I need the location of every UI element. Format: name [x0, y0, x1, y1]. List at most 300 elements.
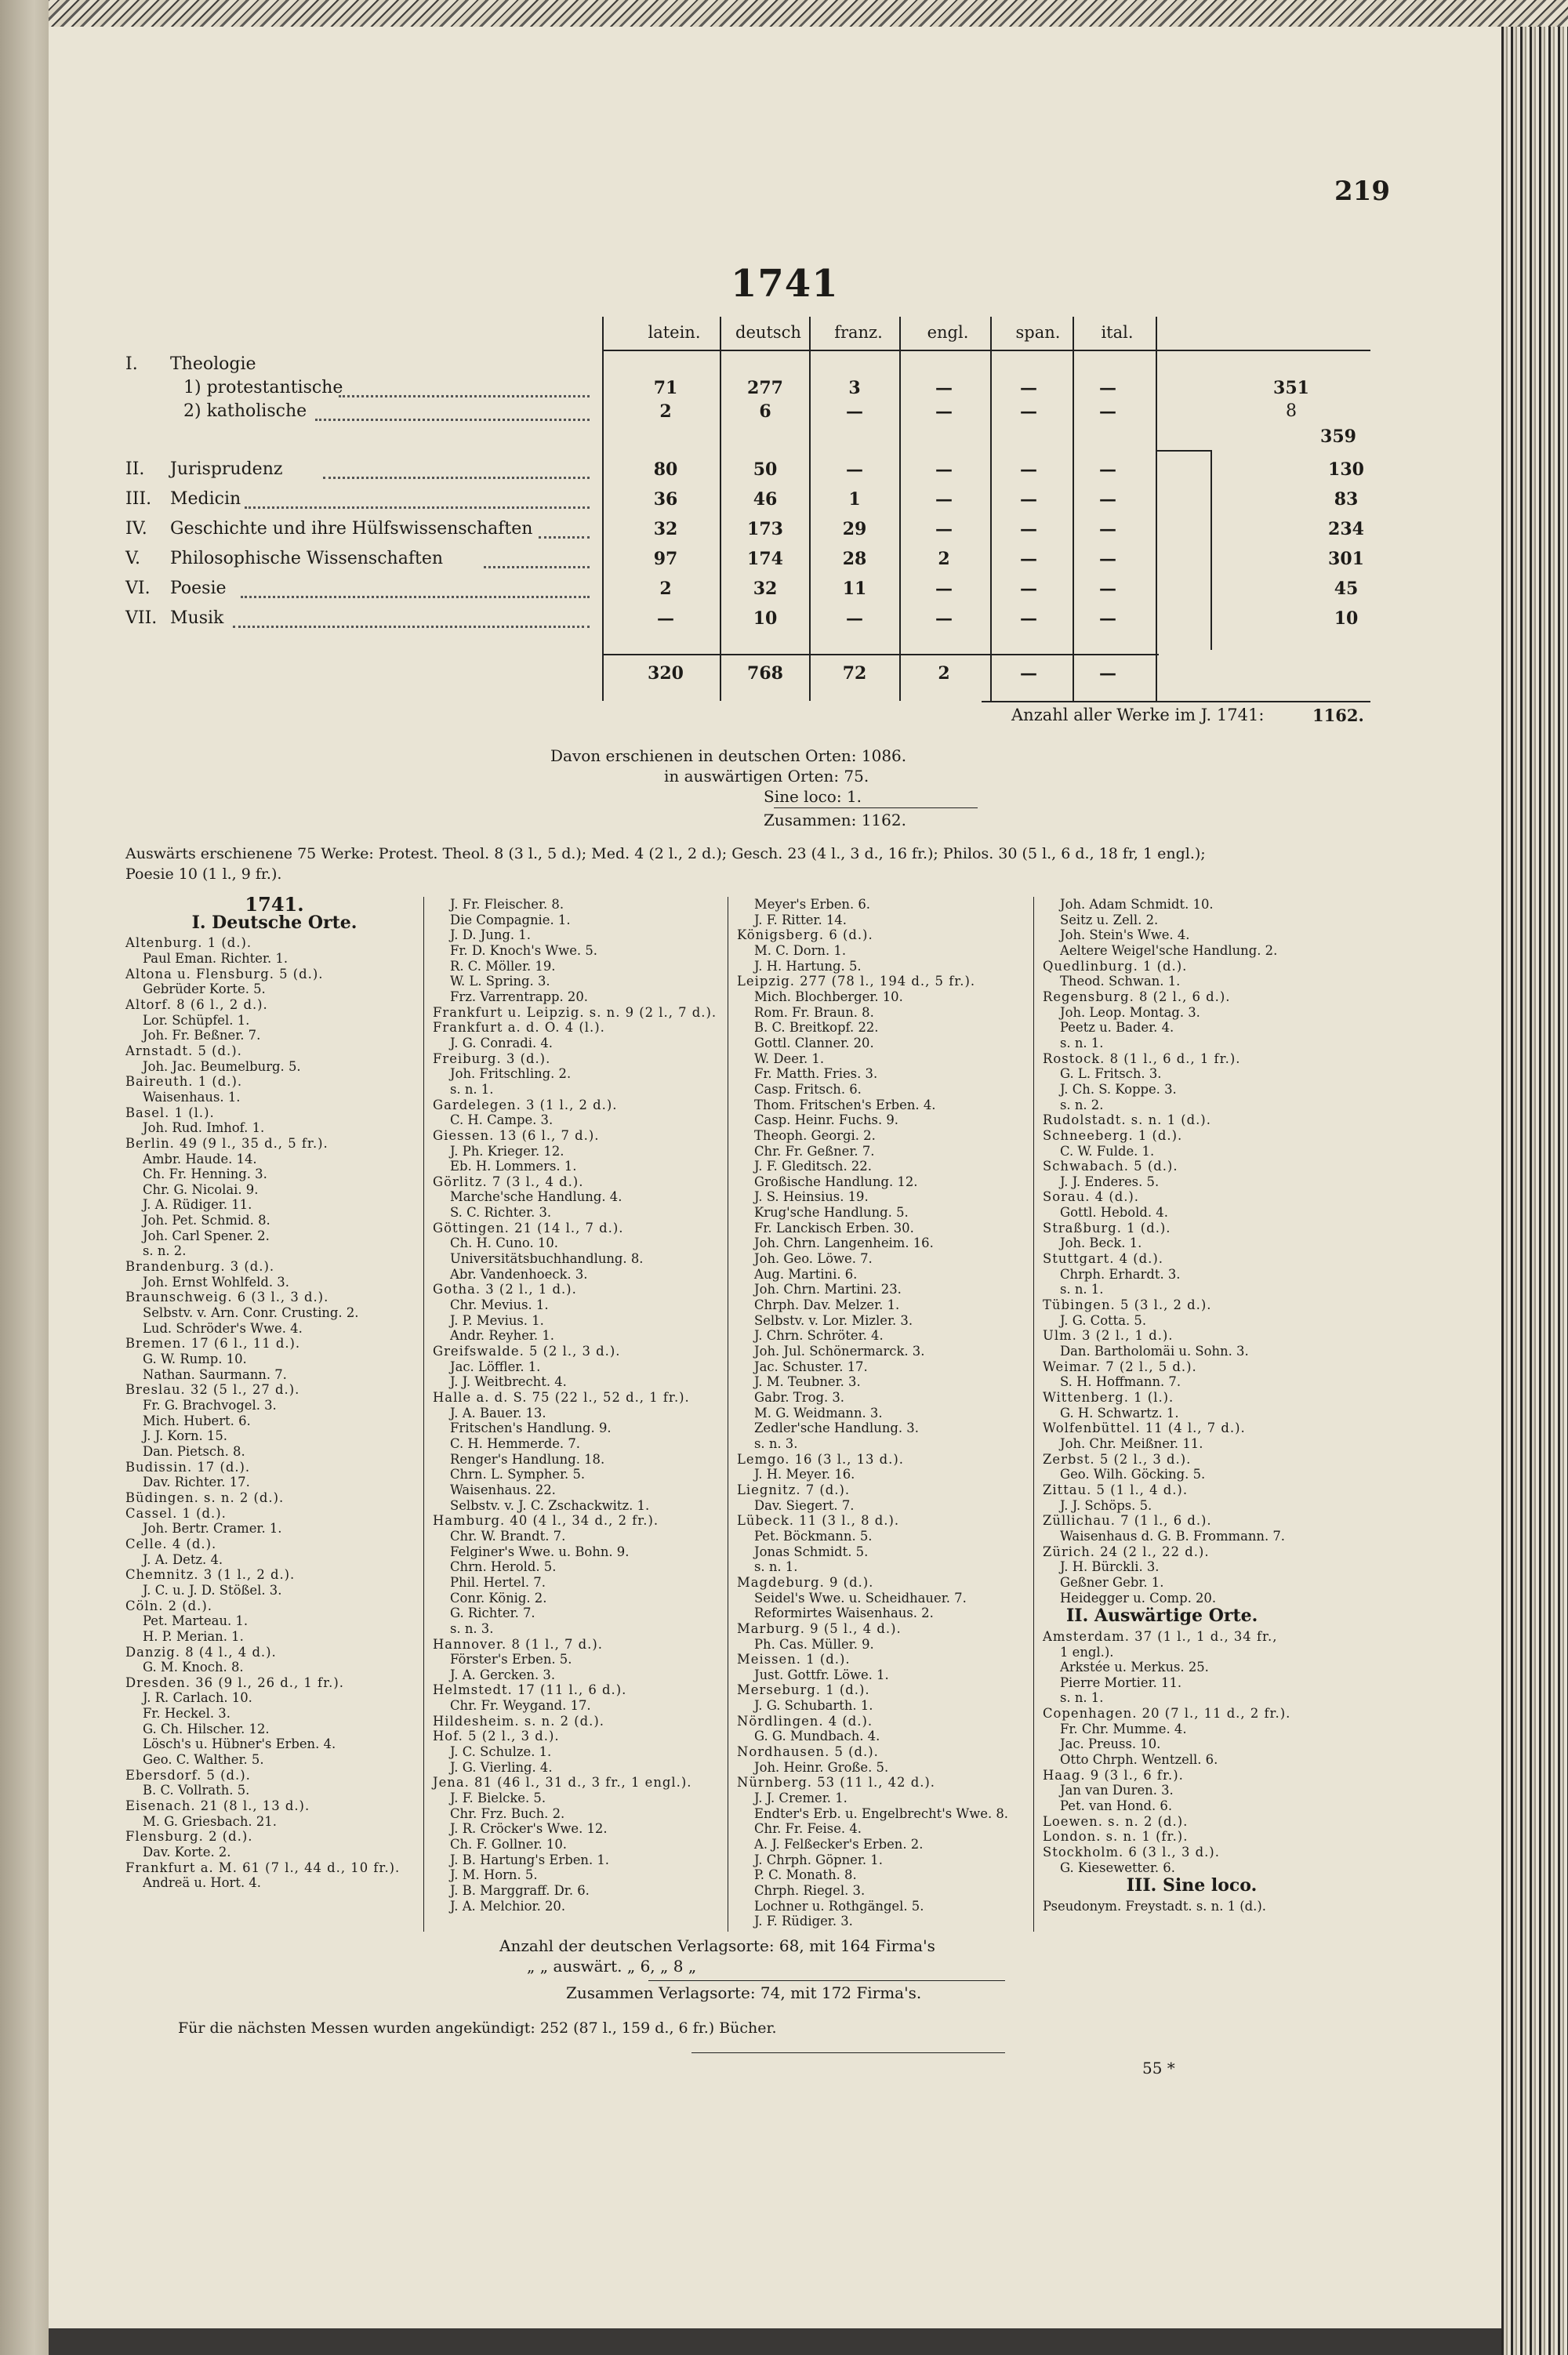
list-entry: Baireuth. 1 (d.).: [125, 1074, 243, 1090]
list-entry: Chr. Frz. Buch. 2.: [450, 1805, 565, 1821]
col-header-latin: latein.: [648, 323, 701, 342]
cell: 10: [753, 608, 778, 629]
top-edge-strip: [0, 0, 1568, 27]
list-entry: J. F. Rüdiger. 3.: [754, 1914, 853, 1929]
list-entry: Meissen. 1 (d.).: [737, 1652, 851, 1667]
cell: 2: [938, 549, 950, 569]
list-entry: Zittau. 5 (1 l., 4 d.).: [1043, 1482, 1189, 1497]
cell: —: [1099, 378, 1116, 398]
list-entry: Universitätsbuchhandlung. 8.: [450, 1251, 644, 1267]
list-entry: Joh. Chrn. Martini. 23.: [754, 1282, 902, 1297]
list-entry: Schwabach. 5 (d.).: [1043, 1159, 1178, 1174]
list-entry: S. C. Richter. 3.: [450, 1205, 552, 1221]
list-entry: Hof. 5 (2 l., 3 d.).: [433, 1729, 560, 1744]
list-entry: Fritschen's Handlung. 9.: [450, 1421, 612, 1436]
list-entry: Rostock. 8 (1 l., 6 d., 1 fr.).: [1043, 1050, 1241, 1066]
table-rule: [602, 654, 1159, 655]
list-entry: Eb. H. Lommers. 1.: [450, 1159, 577, 1174]
leader-dots: [339, 395, 590, 397]
list-entry: Joh. Fritschling. 2.: [450, 1066, 572, 1082]
list-entry: C. H. Hemmerde. 7.: [450, 1435, 580, 1451]
list-entry: J. Chrn. Schröter. 4.: [754, 1328, 884, 1344]
list-entry: Helmstedt. 17 (11 l., 6 d.).: [433, 1682, 627, 1698]
list-entry: Frankfurt u. Leipzig. s. n. 9 (2 l., 7 d.).: [433, 1004, 717, 1020]
list-entry: J. C. u. J. D. Stößel. 3.: [143, 1582, 282, 1598]
list-entry: W. L. Spring. 3.: [450, 974, 550, 989]
column-3: [737, 897, 1035, 1929]
cell: —: [935, 579, 953, 599]
list-entry: Joh. Rud. Imhof. 1.: [143, 1120, 265, 1136]
list-entry: Jac. Preuss. 10.: [1060, 1736, 1161, 1752]
list-entry: J. J. Schöps. 5.: [1060, 1497, 1152, 1513]
section-sine-loco: III. Sine loco.: [1126, 1875, 1258, 1896]
list-entry: Straßburg. 1 (d.).: [1043, 1220, 1171, 1236]
list-entry: Gebrüder Korte. 5.: [143, 982, 266, 997]
list-entry: Lor. Schüpfel. 1.: [143, 1012, 250, 1028]
row-sum: 10: [1334, 608, 1359, 629]
list-entry: G. Kiesewetter. 6.: [1060, 1860, 1175, 1875]
list-entry: G. G. Mundbach. 4.: [754, 1729, 880, 1744]
list-entry: Joh. Jac. Beumelburg. 5.: [143, 1058, 301, 1074]
list-entry: Joh. Jul. Schönermarck. 3.: [754, 1344, 925, 1359]
list-entry: J. J. Enderes. 5.: [1060, 1174, 1160, 1189]
list-entry: Pet. van Hond. 6.: [1060, 1798, 1173, 1814]
list-entry: J. A. Gercken. 3.: [450, 1667, 556, 1682]
list-entry: Giessen. 13 (6 l., 7 d.).: [433, 1127, 600, 1143]
list-entry: J. Chrph. Göpner. 1.: [754, 1852, 883, 1867]
list-entry: Loewen. s. n. 2 (d.).: [1043, 1813, 1189, 1829]
table-rule: [602, 350, 1370, 351]
cell: —: [1099, 519, 1116, 539]
row-roman: IV.: [125, 519, 147, 539]
list-entry: J. B. Marggraff. Dr. 6.: [450, 1883, 590, 1898]
places-total: Zusammen: 1162.: [764, 811, 906, 829]
cell: 46: [753, 489, 778, 510]
list-entry: Selbstv. v. Arn. Conr. Crusting. 2.: [143, 1305, 359, 1321]
leader-dots: [315, 419, 590, 421]
column-rule: [423, 897, 424, 1932]
list-entry: Hildesheim. s. n. 2 (d.).: [433, 1713, 604, 1729]
list-entry: C. W. Fulde. 1.: [1060, 1143, 1155, 1159]
list-entry: Joh. Bertr. Cramer. 1.: [143, 1521, 282, 1537]
list-entry: Die Compagnie. 1.: [450, 912, 571, 927]
list-entry: Joh. Chrn. Langenheim. 16.: [754, 1236, 934, 1251]
sine-loco-entry: Pseudonym. Freystadt. s. n. 1 (d.).: [1043, 1899, 1266, 1914]
list-entry: Frankfurt a. M. 61 (7 l., 44 d., 10 fr.).: [125, 1860, 401, 1875]
summary-line: Anzahl der deutschen Verlagsorte: 68, mit 164 Firma's: [499, 1936, 935, 1955]
book-page: [49, 27, 1501, 2328]
list-entry: s. n. 1.: [1060, 1282, 1104, 1297]
theology-subtotal: 359: [1320, 426, 1356, 447]
list-entry: J. R. Carlach. 10.: [143, 1690, 252, 1706]
list-entry: Altona u. Flensburg. 5 (d.).: [125, 966, 324, 982]
cell: —: [846, 459, 863, 480]
list-entry: Chrph. Riegel. 3.: [754, 1883, 866, 1898]
list-entry: Cassel. 1 (d.).: [125, 1505, 227, 1521]
section-foreign-places: II. Auswärtige Orte.: [1066, 1606, 1258, 1627]
list-entry: s. n. 1.: [1060, 1690, 1104, 1706]
list-entry: Altorf. 8 (6 l., 2 d.).: [125, 996, 268, 1012]
table-rule: [602, 317, 604, 701]
list-entry: Fr. G. Brachvogel. 3.: [143, 1398, 277, 1413]
list-entry: J. R. Cröcker's Wwe. 12.: [450, 1821, 608, 1837]
list-entry: Jonas Schmidt. 5.: [754, 1544, 869, 1559]
list-entry: Waisenhaus. 22.: [450, 1482, 556, 1497]
list-entry: Lud. Schröder's Wwe. 4.: [143, 1320, 303, 1336]
list-entry: J. J. Cremer. 1.: [754, 1791, 848, 1806]
list-entry: Eisenach. 21 (8 l., 13 d.).: [125, 1798, 310, 1814]
list-entry: J. Ph. Krieger. 12.: [450, 1143, 564, 1159]
year-heading: 1741: [731, 262, 839, 306]
table-rule: [1210, 450, 1212, 650]
list-entry: J. Fr. Fleischer. 8.: [450, 897, 564, 912]
list-entry: Stuttgart. 4 (d.).: [1043, 1251, 1163, 1267]
list-entry: Lochner u. Rothgängel. 5.: [754, 1898, 924, 1914]
cell: 28: [842, 549, 867, 569]
list-entry: G. W. Rump. 10.: [143, 1352, 247, 1367]
cell: —: [846, 608, 863, 629]
column-1: [125, 893, 423, 1891]
list-entry: Renger's Handlung. 18.: [450, 1451, 605, 1467]
list-entry: Selbstv. v. Lor. Mizler. 3.: [754, 1312, 913, 1328]
foreign-note: Poesie 10 (1 l., 9 fr.).: [125, 865, 282, 883]
list-entry: J. C. Schulze. 1.: [450, 1744, 552, 1760]
list-entry: Nördlingen. 4 (d.).: [737, 1713, 873, 1729]
list-entry: Großische Handlung. 12.: [754, 1174, 918, 1189]
cell: 36: [653, 489, 678, 510]
list-entry: Conr. König. 2.: [450, 1590, 547, 1606]
cell: —: [1099, 579, 1116, 599]
list-entry: Haag. 9 (3 l., 6 fr.).: [1043, 1767, 1184, 1783]
list-entry: J. A. Detz. 4.: [143, 1551, 223, 1567]
leader-dots: [233, 626, 590, 628]
list-entry: J. A. Bauer. 13.: [450, 1405, 546, 1421]
cell: —: [1099, 489, 1116, 510]
cell: 80: [653, 459, 678, 480]
places-line: Sine loco: 1.: [764, 787, 862, 806]
list-entry: s. n. 2.: [143, 1243, 187, 1259]
list-entry: Jac. Schuster. 17.: [754, 1359, 868, 1374]
cell: 3: [848, 378, 861, 398]
list-entry: Schneeberg. 1 (d.).: [1043, 1127, 1183, 1143]
table-rule: [1156, 317, 1157, 701]
summary-line: „ „ auswärt. „ 6, „ 8 „: [527, 1957, 697, 1976]
list-entry: J. A. Melchior. 20.: [450, 1898, 566, 1914]
cell: 6: [759, 401, 771, 422]
list-entry: Fr. Chr. Mumme. 4.: [1060, 1721, 1187, 1736]
cell: —: [1099, 608, 1116, 629]
list-entry: G. L. Fritsch. 3.: [1060, 1066, 1162, 1082]
cell: 1: [848, 489, 861, 510]
list-entry: B. C. Vollrath. 5.: [143, 1783, 250, 1798]
list-entry: Copenhagen. 20 (7 l., 11 d., 2 fr.).: [1043, 1706, 1291, 1722]
list-entry: Chr. Fr. Weygand. 17.: [450, 1698, 591, 1714]
row-sum: 45: [1334, 579, 1359, 599]
list-entry: Seitz u. Zell. 2.: [1060, 912, 1159, 927]
list-entry: Felginer's Wwe. u. Bohn. 9.: [450, 1544, 630, 1559]
places-line: Davon erschienen in deutschen Orten: 1086.: [550, 746, 907, 765]
list-entry: J. G. Vierling. 4.: [450, 1759, 553, 1775]
cell: —: [1020, 549, 1037, 569]
list-entry: Theod. Schwan. 1.: [1060, 974, 1181, 989]
list-entry: Lübeck. 11 (3 l., 8 d.).: [737, 1513, 900, 1529]
list-entry: Göttingen. 21 (14 l., 7 d.).: [433, 1220, 624, 1236]
list-entry: Quedlinburg. 1 (d.).: [1043, 958, 1188, 974]
list-entry: Hannover. 8 (1 l., 7 d.).: [433, 1636, 603, 1652]
list-entry: Mich. Hubert. 6.: [143, 1413, 251, 1428]
list-entry: C. H. Campe. 3.: [450, 1112, 554, 1128]
list-entry: Joh. Geo. Löwe. 7.: [754, 1251, 873, 1267]
list-entry: Chemnitz. 3 (1 l., 2 d.).: [125, 1567, 296, 1583]
cell: 50: [753, 459, 778, 480]
table-rule: [1156, 450, 1210, 452]
list-entry: Joh. Leop. Montag. 3.: [1060, 1004, 1200, 1020]
list-entry: J. F. Bielcke. 5.: [450, 1791, 546, 1806]
list-entry: Jena. 81 (46 l., 31 d., 3 fr., 1 engl.).: [433, 1775, 692, 1791]
list-entry: Marburg. 9 (5 l., 4 d.).: [737, 1620, 902, 1636]
list-entry: Zedler'sche Handlung. 3.: [754, 1421, 919, 1436]
list-entry: Just. Gottfr. Löwe. 1.: [754, 1667, 889, 1682]
list-entry: J. B. Hartung's Erben. 1.: [450, 1852, 610, 1867]
list-entry: Chr. Fr. Feise. 4.: [754, 1821, 862, 1837]
list-entry: Dan. Bartholomäi u. Sohn. 3.: [1060, 1344, 1249, 1359]
grand-total-label: Anzahl aller Werke im J. 1741:: [1011, 706, 1265, 724]
list-entry: Meyer's Erben. 6.: [754, 897, 871, 912]
list-entry: Sorau. 4 (d.).: [1043, 1189, 1140, 1205]
grand-total: 1162.: [1312, 706, 1364, 725]
list-entry: Regensburg. 8 (2 l., 6 d.).: [1043, 989, 1231, 1004]
row-label: Musik: [170, 608, 224, 628]
row-label: Medicin: [170, 489, 241, 509]
list-entry: s. n. 3.: [754, 1435, 798, 1451]
list-entry: W. Deer. 1.: [754, 1050, 825, 1066]
list-entry: Dresden. 36 (9 l., 26 d., 1 fr.).: [125, 1675, 344, 1690]
list-entry: London. s. n. 1 (fr.).: [1043, 1829, 1189, 1845]
list-entry: J. M. Horn. 5.: [450, 1867, 538, 1883]
cell: —: [935, 519, 953, 539]
list-entry: Chr. Fr. Geßner. 7.: [754, 1143, 875, 1159]
row-label: 1) protestantische: [183, 378, 343, 397]
leader-dots: [241, 596, 590, 598]
list-entry: Freiburg. 3 (d.).: [433, 1050, 551, 1066]
list-entry: Gottl. Clanner. 20.: [754, 1035, 874, 1050]
list-entry: Casp. Fritsch. 6.: [754, 1081, 862, 1097]
list-entry: Aeltere Weigel'sche Handlung. 2.: [1060, 942, 1278, 958]
rule: [648, 1980, 1005, 1981]
list-entry: s. n. 3.: [450, 1620, 494, 1636]
list-entry: J. G. Conradi. 4.: [450, 1035, 554, 1050]
leader-dots: [245, 506, 590, 509]
total-cell: 2: [938, 663, 950, 684]
list-entry: Waisenhaus d. G. B. Frommann. 7.: [1060, 1528, 1286, 1544]
cell: 32: [753, 579, 778, 599]
list-entry: Phil. Hertel. 7.: [450, 1574, 546, 1590]
list-entry: Gabr. Trog. 3.: [754, 1390, 844, 1405]
list-entry: Zürich. 24 (2 l., 22 d.).: [1043, 1544, 1210, 1559]
list-entry: Amsterdam. 37 (1 l., 1 d., 34 fr.,: [1043, 1628, 1278, 1644]
cell: 2: [659, 579, 672, 599]
table-rule: [899, 317, 901, 701]
list-entry: J. F. Ritter. 14.: [754, 912, 847, 927]
list-entry: J. D. Jung. 1.: [450, 927, 531, 943]
cell: 173: [747, 519, 783, 539]
list-entry: Lemgo. 16 (3 l., 13 d.).: [737, 1451, 904, 1467]
summary-total: Zusammen Verlagsorte: 74, mit 172 Firma's.: [566, 1983, 922, 2002]
list-entry: Fr. Matth. Fries. 3.: [754, 1066, 878, 1082]
list-entry: J. S. Heinsius. 19.: [754, 1189, 869, 1205]
list-entry: J. H. Bürckli. 3.: [1060, 1559, 1160, 1575]
list-entry: J. J. Korn. 15.: [143, 1428, 227, 1444]
list-entry: Frankfurt a. d. O. 4 (l.).: [433, 1020, 605, 1036]
row-sum: 234: [1328, 519, 1364, 539]
list-entry: Lösch's u. Hübner's Erben. 4.: [143, 1736, 336, 1752]
list-entry: Chrn. Herold. 5.: [450, 1559, 557, 1575]
list-entry: Chr. G. Nicolai. 9.: [143, 1181, 259, 1197]
list-entry: J. Ch. S. Koppe. 3.: [1060, 1081, 1177, 1097]
row-roman: VI.: [125, 579, 151, 598]
leader-dots: [323, 477, 590, 479]
list-entry: Ch. Fr. Henning. 3.: [143, 1167, 267, 1182]
list-entry: Gottl. Hebold. 4.: [1060, 1205, 1168, 1221]
list-entry: P. C. Monath. 8.: [754, 1867, 857, 1883]
cell: —: [935, 378, 953, 398]
list-entry: Seidel's Wwe. u. Scheidhauer. 7.: [754, 1590, 967, 1606]
list-entry: Aug. Martini. 6.: [754, 1266, 858, 1282]
list-entry: H. P. Merian. 1.: [143, 1628, 244, 1644]
list-entry: Berlin. 49 (9 l., 35 d., 5 fr.).: [125, 1135, 328, 1151]
list-entry: Joh. Stein's Wwe. 4.: [1060, 927, 1190, 943]
column-4: [1043, 897, 1341, 1914]
list-entry: Breslau. 32 (5 l., 27 d.).: [125, 1382, 300, 1398]
column-2: [433, 897, 731, 1914]
list-entry: Waisenhaus. 1.: [143, 1089, 241, 1105]
list-entry: Ch. H. Cuno. 10.: [450, 1236, 558, 1251]
row-roman: V.: [125, 549, 141, 568]
list-entry: Fr. Heckel. 3.: [143, 1706, 230, 1722]
list-entry: Hamburg. 40 (4 l., 34 d., 2 fr.).: [433, 1513, 659, 1529]
list-entry: s. n. 1.: [1060, 1035, 1104, 1050]
rule: [774, 807, 978, 808]
leader-dots: [484, 566, 590, 568]
list-year: 1741.: [245, 893, 304, 916]
list-entry: s. n. 1.: [754, 1559, 798, 1575]
list-entry: M. G. Weidmann. 3.: [754, 1405, 883, 1421]
list-entry: G. Richter. 7.: [450, 1606, 535, 1621]
list-entry: Selbstv. v. J. C. Zschackwitz. 1.: [450, 1497, 650, 1513]
cell: —: [1099, 401, 1116, 422]
list-entry: J. F. Gleditsch. 22.: [754, 1159, 872, 1174]
cell: —: [935, 489, 953, 510]
total-cell: 72: [842, 663, 867, 684]
leader-dots: [539, 536, 590, 539]
list-entry: Krug'sche Handlung. 5.: [754, 1205, 909, 1221]
cell: —: [1099, 549, 1116, 569]
row-roman: I.: [125, 354, 138, 374]
cell: —: [1020, 519, 1037, 539]
list-entry: Dav. Korte. 2.: [143, 1845, 231, 1860]
list-entry: Dav. Richter. 17.: [143, 1475, 250, 1490]
cell: —: [935, 459, 953, 480]
list-entry: Celle. 4 (d.).: [125, 1536, 217, 1551]
list-entry: s. n. 1.: [450, 1081, 494, 1097]
list-entry: G. Ch. Hilscher. 12.: [143, 1721, 270, 1736]
table-rule: [982, 701, 1370, 702]
list-entry: Dav. Siegert. 7.: [754, 1497, 855, 1513]
cell: 29: [842, 519, 867, 539]
list-entry: s. n. 2.: [1060, 1097, 1104, 1112]
col-header-german: deutsch: [735, 323, 801, 342]
cell: —: [846, 401, 863, 422]
table-rule: [990, 317, 992, 701]
row-roman: III.: [125, 489, 152, 509]
list-entry: B. C. Breitkopf. 22.: [754, 1020, 879, 1036]
list-entry: Leipzig. 277 (78 l., 194 d., 5 fr.).: [737, 974, 976, 989]
cell: —: [1099, 459, 1116, 480]
list-entry: S. H. Hoffmann. 7.: [1060, 1374, 1181, 1390]
section-german-places: I. Deutsche Orte.: [191, 912, 358, 933]
list-entry: J. A. Rüdiger. 11.: [143, 1197, 252, 1213]
list-entry: Joh. Ernst Wohlfeld. 3.: [143, 1274, 289, 1290]
table-rule: [809, 317, 811, 701]
cell: 277: [747, 378, 783, 398]
list-entry: Reformirtes Waisenhaus. 2.: [754, 1606, 934, 1621]
list-entry: M. G. Griesbach. 21.: [143, 1813, 277, 1829]
list-entry: Casp. Heinr. Fuchs. 9.: [754, 1112, 899, 1128]
list-entry: Geo. C. Walther. 5.: [143, 1752, 264, 1768]
places-line: in auswärtigen Orten: 75.: [664, 767, 869, 786]
cell: —: [657, 608, 674, 629]
list-entry: J. P. Mevius. 1.: [450, 1312, 544, 1328]
list-entry: Weimar. 7 (2 l., 5 d.).: [1043, 1359, 1197, 1374]
row-roman: VII.: [125, 608, 158, 628]
list-entry: Wolfenbüttel. 11 (4 l., 7 d.).: [1043, 1421, 1246, 1436]
list-entry: Ebersdorf. 5 (d.).: [125, 1767, 251, 1783]
list-entry: Jac. Löffler. 1.: [450, 1359, 541, 1374]
list-entry: Nordhausen. 5 (d.).: [737, 1744, 879, 1760]
cell: 174: [747, 549, 783, 569]
col-header-italian: ital.: [1101, 323, 1134, 342]
list-entry: Dan. Pietsch. 8.: [143, 1443, 245, 1459]
cell: —: [1020, 401, 1037, 422]
list-entry: Arkstée u. Merkus. 25.: [1060, 1660, 1209, 1675]
list-entry: Joh. Carl Spener. 2.: [143, 1228, 270, 1243]
list-entry: Liegnitz. 7 (d.).: [737, 1482, 851, 1497]
list-entry: Ch. F. Gollner. 10.: [450, 1837, 567, 1852]
list-entry: Fr. D. Knoch's Wwe. 5.: [450, 942, 597, 958]
total-cell: —: [1099, 663, 1116, 684]
row-roman: II.: [125, 459, 145, 479]
list-entry: Endter's Erb. u. Engelbrecht's Wwe. 8.: [754, 1805, 1009, 1821]
list-entry: Rudolstadt. s. n. 1 (d.).: [1043, 1112, 1211, 1128]
cell: 71: [653, 378, 678, 398]
list-entry: Pierre Mortier. 11.: [1060, 1675, 1182, 1690]
row-sum: 8: [1286, 401, 1297, 421]
list-entry: Ulm. 3 (2 l., 1 d.).: [1043, 1328, 1174, 1344]
list-entry: Greifswalde. 5 (2 l., 3 d.).: [433, 1344, 621, 1359]
list-entry: Ph. Cas. Müller. 9.: [754, 1636, 874, 1652]
list-entry: Andr. Reyher. 1.: [450, 1328, 554, 1344]
cell: —: [1020, 608, 1037, 629]
list-entry: Pet. Marteau. 1.: [143, 1613, 249, 1629]
cell: —: [1020, 459, 1037, 480]
list-entry: Abr. Vandenhoeck. 3.: [450, 1266, 588, 1282]
list-entry: G. H. Schwartz. 1.: [1060, 1405, 1179, 1421]
list-entry: Rom. Fr. Braun. 8.: [754, 1004, 874, 1020]
list-entry: Joh. Pet. Schmid. 8.: [143, 1213, 270, 1228]
list-entry: Danzig. 8 (4 l., 4 d.).: [125, 1644, 277, 1660]
list-entry: M. C. Dorn. 1.: [754, 942, 847, 958]
row-sum: 301: [1328, 549, 1364, 569]
